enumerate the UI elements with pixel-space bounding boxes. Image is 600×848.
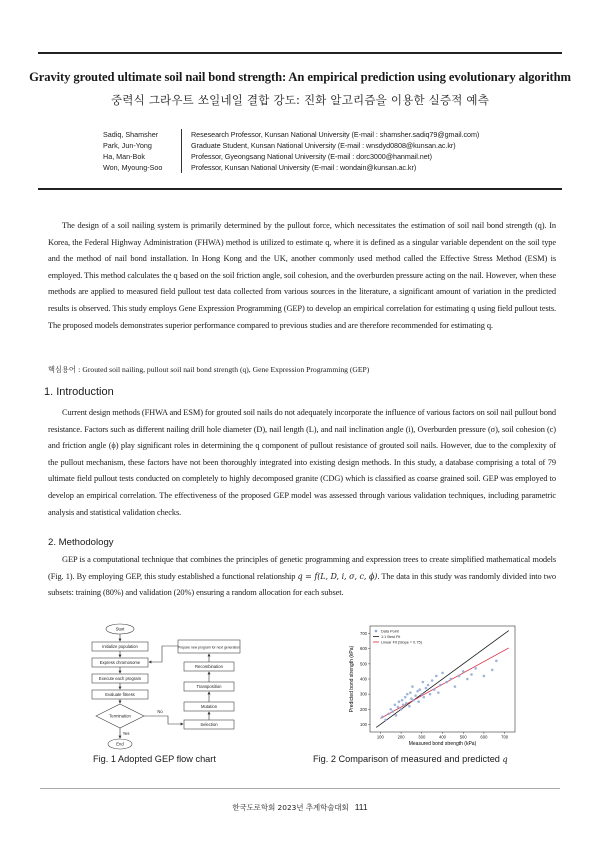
y-tick-label: 300 (360, 691, 367, 697)
data-point (431, 679, 434, 682)
flow-text-transposition: Transposition (196, 684, 222, 689)
flow-text-express: Express chromosome (99, 660, 141, 665)
data-point (449, 678, 452, 681)
data-point (402, 703, 405, 706)
data-point (437, 691, 440, 694)
data-point (405, 702, 408, 705)
data-point (474, 667, 477, 670)
x-axis-label: Measured bond strength (kPa) (408, 741, 477, 747)
legend-marker (375, 630, 378, 633)
methodology-text-b: . The data in this study was randomly divided into two subsets: training (80%) and validation (20%) ensuring a random allocation for each subset. (48, 571, 557, 598)
title-korean: 중력식 그라우트 쏘일네일 결합 강도: 진화 알고리즘을 이용한 실증적 예측 (110, 93, 490, 107)
divider (181, 151, 191, 162)
chart-lines (376, 631, 509, 728)
data-point (404, 696, 407, 699)
series-line (376, 631, 509, 728)
data-point (470, 673, 473, 676)
flow-text-mutation: Mutation (200, 704, 218, 709)
author-name: Sadiq, Shamsher (103, 130, 159, 139)
flow-text-selection: Selection (200, 722, 218, 727)
divider (181, 129, 191, 140)
data-point (398, 700, 401, 703)
author-affiliation: Professor, Kunsan National University (E-mail : wondain@kunsan.ac.kr) (191, 163, 417, 172)
flow-text-execute: Execute each program (98, 676, 142, 681)
flow-label-yes: Yes (122, 731, 130, 736)
data-point (435, 675, 438, 678)
y-tick-label: 200 (360, 706, 367, 712)
data-point (389, 708, 392, 711)
data-point (429, 693, 432, 696)
keywords-text: Grouted soil nailing, pullout soil nail bond strength (q), Gene Expression Programming (GEP) (82, 365, 370, 374)
flow-text-recombination: Recombination (195, 664, 223, 669)
y-tick-label: 100 (360, 721, 367, 727)
x-tick-label: 700 (501, 734, 509, 740)
figure2-caption (313, 754, 508, 764)
conference-name: 한국도로학회 2023년 추계학술대회 (232, 803, 349, 812)
data-point (397, 706, 400, 709)
figure2-caption-text: Fig. 2 Comparison of measured and predicted (313, 754, 500, 764)
gep-flow-chart (78, 620, 258, 752)
data-point (422, 681, 425, 684)
data-point (423, 696, 426, 699)
data-point (483, 675, 486, 678)
data-point (495, 660, 498, 663)
flow-text-evaluate: Evaluate fitness (105, 692, 135, 697)
divider (181, 162, 191, 173)
y-tick-label: 700 (360, 631, 367, 637)
methodology-text-a: GEP is a computational technique that combines the principles of genetic programming and expression trees to create simplified mathematical models (Fig. 1). By employing GEP, this study established a functional relationship (48, 555, 556, 581)
data-point (391, 710, 394, 713)
author-affiliation: Resesearch Professor, Kunsan National University (E-mail : shamsher.sadiq79@gmail.com) (191, 130, 480, 139)
data-point (439, 684, 442, 687)
data-point (454, 685, 457, 688)
data-point (384, 719, 387, 722)
data-point (409, 691, 412, 694)
author-row (103, 140, 479, 151)
data-point (381, 716, 384, 719)
page-number: 111 (354, 802, 368, 812)
flow-text-start: Start (115, 626, 125, 632)
author-name: Park, Jun-Yong (103, 141, 152, 150)
data-point (466, 678, 469, 681)
author-row (103, 151, 479, 162)
y-tick-label: 600 (360, 646, 367, 652)
author-affiliation: Professor, Gyeongsang National University (E-mail : dorc3000@hanmail.net) (191, 152, 432, 161)
flow-text-termination: Termination (109, 713, 131, 719)
data-point (410, 697, 413, 700)
chart-legend (373, 629, 423, 644)
legend-label: Data Point (381, 629, 399, 634)
flow-label-no: No (157, 709, 163, 714)
divider (181, 140, 191, 151)
abstract: The design of a soil nailing system is primarily determined by the pullout force, which necessitates the estimation of soil nail bond strength (q). In Korea, the Federal Highway Administration (FHWA) method is utilized to estimate q, where it is defined as a singular variable dependent on the soil type and the method of nail bond installation. In Hong Kong and the UK, another commonly used method called the Effective Stress Method (ESM) is employed. This method calculates the q based on the soil friction angle, soil cohesion, and the overburden pressure acting on the nail. However, when these methods are applied to measured field pullout test data collected from various sources in the literature, a significant amount of variation in the predicted results is observed. This study employs Gene Expression Programming (GEP) to develop an empirical correlation for estimating q using field pullout tests. The proposed models demonstrates superior performance compared to previous studies and are therefore recommended for estimating q. (48, 221, 556, 330)
data-point (411, 685, 414, 688)
y-axis-label: Predicted bond strength (kPa) (349, 645, 355, 713)
author-name: Won, Myoung-Soo (103, 163, 163, 172)
data-point (408, 705, 411, 708)
data-point (462, 670, 465, 673)
data-point (458, 675, 461, 678)
keywords-line (48, 365, 369, 375)
data-point (395, 714, 398, 717)
series-line (380, 648, 508, 718)
x-tick-label: 600 (480, 734, 488, 740)
data-point (491, 669, 494, 672)
data-point (394, 703, 397, 706)
chart-points (381, 660, 498, 722)
footer-divider (40, 788, 560, 789)
legend-label: 1:1 Best Fit (381, 634, 401, 639)
data-point (418, 688, 421, 691)
data-point (433, 688, 436, 691)
author-row (103, 162, 479, 173)
data-point (445, 681, 448, 684)
data-point (387, 713, 390, 716)
data-point (441, 672, 444, 675)
section-heading-introduction: 1. Introduction (44, 386, 114, 398)
data-point (427, 684, 430, 687)
data-point (416, 690, 419, 693)
figure2-caption-symbol: q (502, 755, 508, 764)
legend-label: Linear Fit (Slope = 0.75) (381, 640, 422, 645)
title-english: Gravity grouted ultimate soil nail bond strength: An empirical prediction using evolutionary algorithm (29, 70, 571, 84)
introduction-paragraph: Current design methods (FHWA and ESM) for grouted soil nails do not adequately incorporate the influence of various factors on soil nail pullout bond resistance. Factors such as different nailing drill hole diameter (D), nail length (L), and nail inclination angle (i), Overburden pressure (σ), soil cohesion (c) and friction angle (ϕ) play significant roles in determining the q component of pullout resistance of grouted soil nails. However, due to the complexity of the pullout mechanism, these factors have not been thoroughly integrated into existing design methods. In this study, a database comprising a total of 79 ultimate field pullout tests conducted on completely to highly decomposed granite (CDG) which is classified as coarse grained soil. GEP was employed to develop an empirical correlation. The effectiveness of the proposed GEP model was assessed through various validation techniques, including parametric analysis and statistical validation checks. (48, 408, 556, 517)
author-row (103, 129, 479, 140)
data-point (401, 699, 404, 702)
author-name: Ha, Man-Bok (103, 152, 145, 161)
data-point (417, 700, 420, 703)
measured-vs-predicted-chart (340, 620, 530, 752)
data-point (425, 687, 428, 690)
author-affiliation: Graduate Student, Kunsan National University (E-mail : wnsdyd0808@kunsan.ac.kr) (191, 141, 456, 150)
methodology-paragraph (48, 552, 556, 602)
data-point (420, 693, 423, 696)
x-tick-label: 100 (376, 734, 384, 740)
data-point (414, 694, 417, 697)
flow-text-init: Initialize population (102, 644, 138, 649)
keywords-label: 핵심용어 : (48, 365, 81, 374)
page-footer (0, 802, 600, 813)
data-point (412, 699, 415, 702)
x-tick-label: 300 (418, 734, 426, 740)
y-tick-label: 500 (360, 661, 367, 667)
data-point (406, 693, 409, 696)
x-tick-label: 200 (397, 734, 405, 740)
y-tick-label: 400 (360, 676, 367, 682)
section-heading-methodology: 2. Methodology (48, 537, 114, 548)
flow-text-prepare: Prepare new program for next generation (177, 645, 241, 650)
data-point (400, 708, 403, 711)
functional-relationship: q = f(L, D, i, σ, c, ϕ) (297, 571, 378, 581)
figure1-caption: Fig. 1 Adopted GEP flow chart (93, 754, 216, 764)
author-list (103, 129, 479, 173)
x-tick-label: 500 (459, 734, 467, 740)
x-tick-label: 400 (439, 734, 446, 740)
flow-text-end: End (116, 741, 124, 747)
